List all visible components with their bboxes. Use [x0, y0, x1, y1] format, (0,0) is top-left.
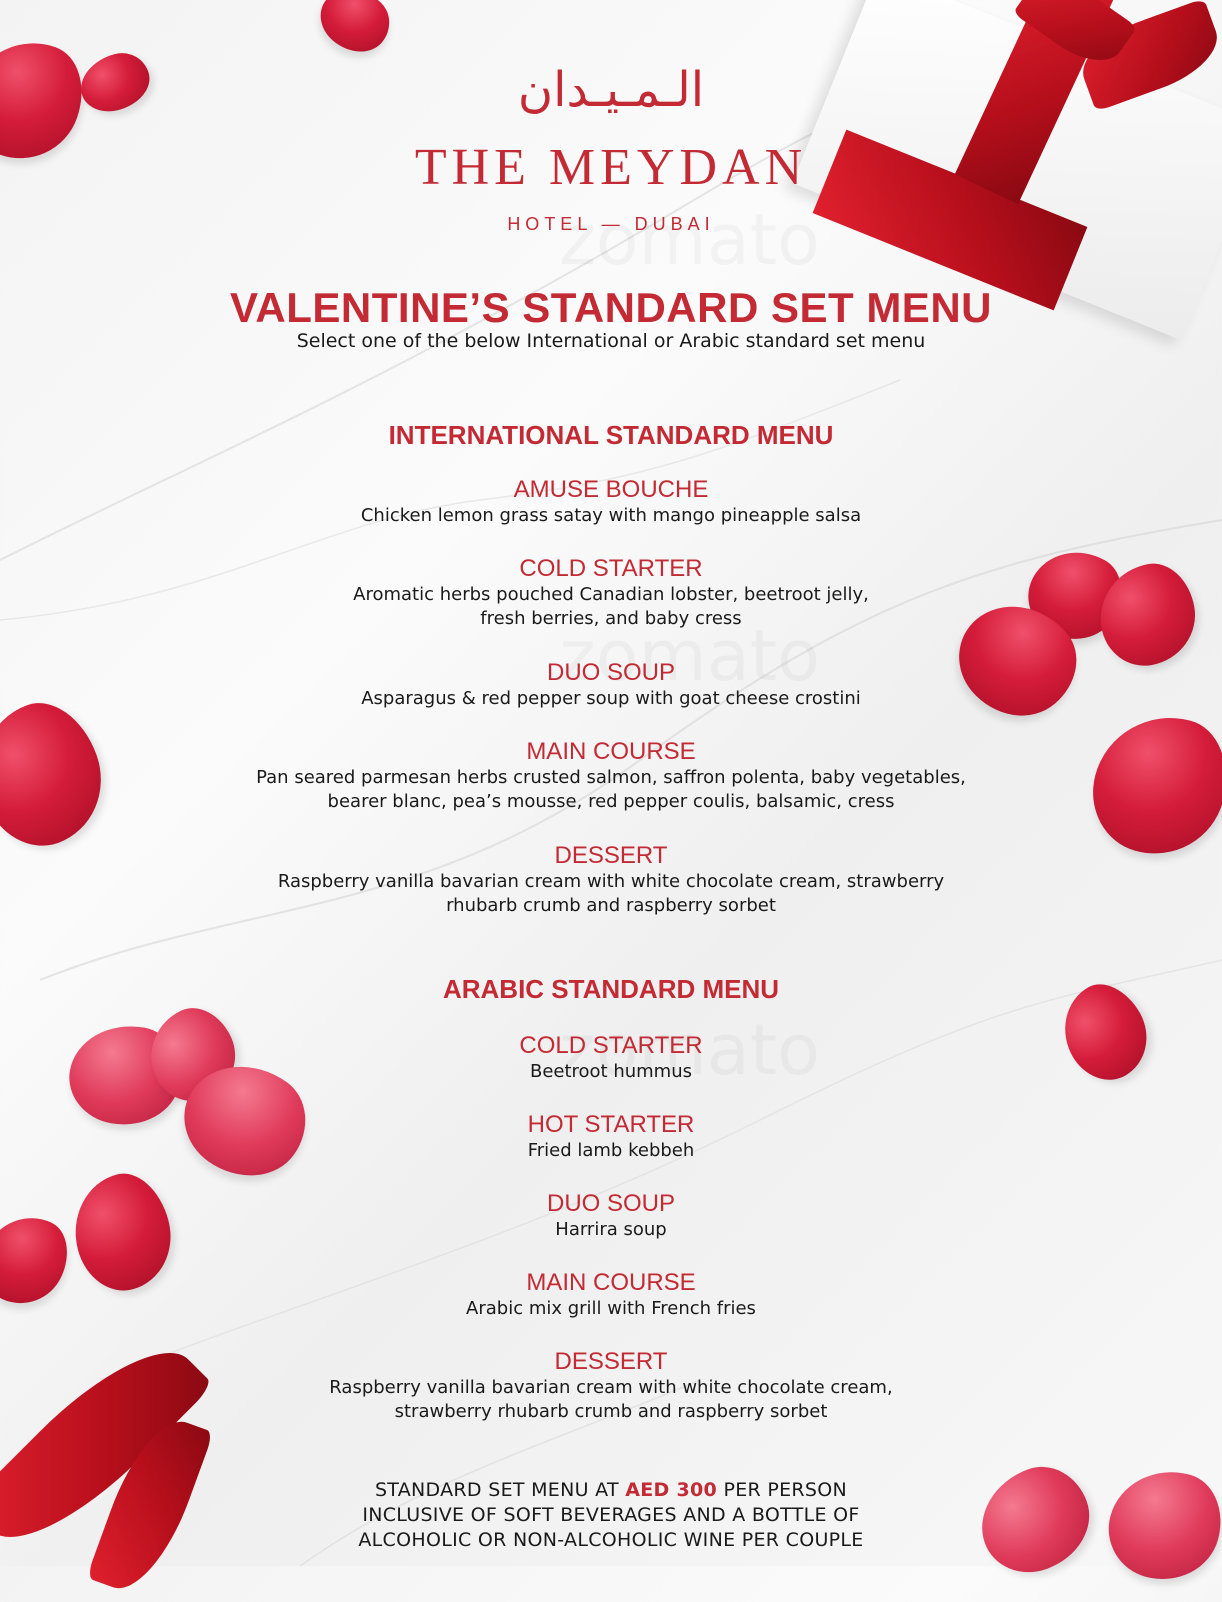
course-description: Chicken lemon grass satay with mango pineapple salsa	[360, 505, 862, 526]
course-description: Beetroot hummus	[529, 1061, 693, 1082]
pricing-prefix: STANDARD SET MENU AT	[374, 1479, 619, 1501]
course-item	[0, 1032, 1222, 1084]
rose-petal-decoration	[309, 0, 401, 65]
course-description: bearer blanc, pea’s mousse, red pepper coulis, balsamic, cress	[327, 791, 895, 812]
international-menu-heading: INTERNATIONAL STANDARD MENU	[388, 420, 834, 450]
course-item	[0, 1190, 1222, 1242]
pricing-wine-line: ALCOHOLIC OR NON-ALCOHOLIC WINE PER COUPLE	[358, 1529, 864, 1551]
course-item	[0, 738, 1222, 814]
course-description: Arabic mix grill with French fries	[466, 1298, 756, 1319]
course-name: HOT STARTER	[527, 1111, 695, 1138]
watermark	[420, 200, 820, 280]
arabic-menu-heading: ARABIC STANDARD MENU	[442, 974, 780, 1004]
course-item	[0, 842, 1222, 918]
course-name: COLD STARTER	[519, 1032, 703, 1059]
course-item	[0, 1111, 1222, 1163]
course-name: DUO SOUP	[546, 659, 675, 686]
brand-name: THE MEYDAN	[414, 139, 808, 196]
course-item	[0, 659, 1222, 711]
course-description: Raspberry vanilla bavarian cream with white chocolate cream, strawberry	[277, 871, 945, 892]
course-name: DESSERT	[554, 842, 668, 869]
course-description: fresh berries, and baby cress	[480, 608, 742, 629]
brand-arabic-logo: الـمـيـدان	[517, 62, 705, 118]
course-description: Harrira soup	[555, 1219, 667, 1240]
course-name: MAIN COURSE	[526, 738, 696, 765]
pricing-suffix: PER PERSON	[723, 1479, 848, 1501]
pricing-footer	[0, 1478, 1222, 1553]
course-item	[0, 476, 1222, 528]
course-name: DUO SOUP	[546, 1190, 675, 1217]
page-subtitle: Select one of the below International or Arabic standard set menu	[296, 330, 926, 352]
pricing-inclusion-line: INCLUSIVE OF SOFT BEVERAGES AND A BOTTLE OF	[362, 1504, 860, 1526]
course-description: Asparagus & red pepper soup with goat cheese crostini	[361, 688, 861, 709]
course-description: Fried lamb kebbeh	[527, 1140, 695, 1161]
course-item	[0, 1269, 1222, 1321]
course-description: strawberry rhubarb crumb and raspberry sorbet	[394, 1401, 828, 1422]
pricing-line	[0, 1478, 1222, 1503]
course-description: Pan seared parmesan herbs crusted salmon, saffron polenta, baby vegetables,	[256, 767, 966, 788]
price-amount: AED 300	[625, 1479, 718, 1501]
course-name: AMUSE BOUCHE	[513, 476, 709, 503]
course-item	[0, 555, 1222, 631]
course-name: COLD STARTER	[519, 555, 703, 582]
course-name: MAIN COURSE	[526, 1269, 696, 1296]
brand-subtitle: HOTEL — DUBAI	[507, 214, 715, 234]
course-description: Raspberry vanilla bavarian cream with white chocolate cream,	[329, 1377, 893, 1398]
course-description: rhubarb crumb and raspberry sorbet	[446, 895, 776, 916]
course-name: DESSERT	[554, 1348, 668, 1375]
page-title: VALENTINE’S STANDARD SET MENU	[230, 284, 992, 331]
course-item	[0, 1348, 1222, 1424]
course-description: Aromatic herbs pouched Canadian lobster, beetroot jelly,	[353, 584, 869, 605]
